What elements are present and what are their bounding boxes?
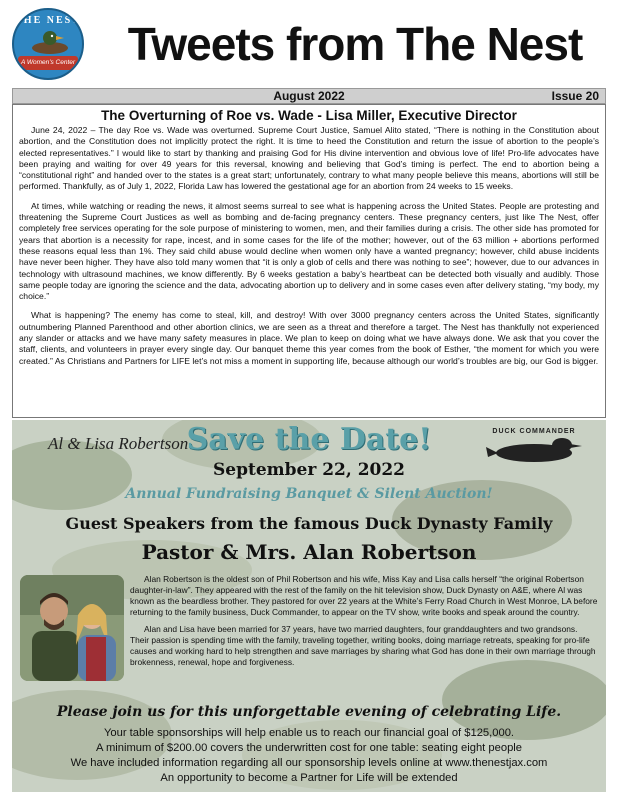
detail-line: We have included information regarding all our sponsorship levels online at www.thenestjax.com [70,757,548,769]
issue-date: August 2022 [273,89,345,103]
robertson-signature: Al & Lisa Robertson [48,434,189,453]
bird-icon [28,26,72,56]
article-headline: The Overturning of Roe vs. Wade - Lisa Miller, Executive Director [101,108,517,123]
detail-line: An opportunity to become a Partner for Life will be extended [160,772,458,784]
logo-band-text: A Women's Center [18,56,78,70]
banquet-date: September 22, 2022 [212,460,406,480]
detail-line: A minimum of $200.00 covers the underwritten cost for one table: seating eight people [96,742,522,754]
article-paragraph: At times, while watching or reading the news, it almost seems surreal to see what is happening across the United States. People are protesting and threatening the Supreme Court Justices as well as bombing and de-facing pregnancy centers. These pregnancy centers, just like The Nest, offer completely free services operating for the sole purpose of ministering to women, men, and their families during a crisis. The other side has promoted for years that abortion is a necessity for rape, incest, and in some cases for the life of the mother; however, out of the 63 million + abortions performed these reasons equal less than 1%. They said child abuse would decline when women only have a wanted pregnancy; however, child abuse incidents have never been higher. They have also told many women that “it is only a glob of cells and there was nothing to see”; however, due to our advances in technology with ultrasound machines, we know differently. By 6 weeks gestation a baby’s heartbeat can be detected both visually and audibly. Those same people today are ignoring the science and the data, advocating abortion up to delivery and in some cases even after delivery stating, “my body, my choice.” [19,200,599,302]
nest-logo [12,8,84,80]
bio-paragraph: Alan Robertson is the oldest son of Phil Robertson and his wife, Miss Kay and Lisa calls herself “the original Robertson daughter-in-law”. They appeared with the rest of the family on the hit television show, Duck Dynasty on A&E, where Al was known as the beardless brother. They pastored for over 22 years at the White’s Ferry Road Church in West Monroe, LA before returning to the family business, Duck Commander, to appear on the TV show, write books and speak around the country. [130,574,598,617]
detail-line: Your table sponsorships will help enable us to reach our financial goal of $125,000. [103,727,515,739]
duck-logo-text: DUCK COMMANDER [492,428,576,435]
save-the-date-heading: Save the Date! [186,422,432,457]
newsletter-title: Tweets from The Nest [127,18,583,70]
speakers-name: Pastor & Mrs. Alan Robertson [141,540,477,564]
sponsorship-details [12,726,606,786]
banquet-section [12,420,606,792]
speakers-bio [130,574,598,674]
logo-top-text: THE NEST [15,15,81,26]
join-us-line: Please join us for this unforgettable evening of celebrating Life. [56,704,562,720]
issue-bar [12,88,606,104]
article [12,104,606,418]
speakers-photo [20,575,124,681]
issue-number: Issue 20 [551,89,599,103]
bio-paragraph: Alan and Lisa have been married for 37 years, have two married daughters, four granddaughters and two grandsons. Their passion is spending time with the family, traveling together, writing books, doing marriage retreats, speaking for pro-life causes and working hard to help strengthen and save marriages by sharing what God has done in their own marriage through brokenness, renewal, hope and forgiveness. [130,624,596,667]
article-paragraph: What is happening? The enemy has come to steal, kill, and destroy! With over 3000 pregnancy centers across the United States, significantly outnumbering Planned Parenthood and other abortion clinics, we are seen as a threat and therefore a target. The Nest has thankfully not experienced any slander or attacks and we have many safety measures in place. We plan to keep on doing what we have always done. We ask that you cover the staff, clients, and volunteers in prayer every single day. Our banquet theme this year comes from the book of Esther, “the moment for which you were created.” As Christians and Partners for LIFE let’s not miss a moment in supporting life, because although our world’s troubles are big, our God is bigger. [19,310,599,366]
event-name: Annual Fundraising Banquet & Silent Auction! [125,486,493,502]
guest-speakers-line: Guest Speakers from the famous Duck Dynasty Family [65,514,553,533]
article-paragraph: June 24, 2022 – The day Roe vs. Wade was overturned. Supreme Court Justice, Samuel Alito stated, “There is nothing in the Constitution about abortion, and the Constitution does not implicitly protect the right. It is time to heed the Constitution and return the issue of abortion to the people’s elected representatives.” I would like to start by thanking and praising God for His divine intervention and obvious love of life! Pro-life advocates have been praying and waiting for over 49 years for this reversal, knowing and believing that God’s timing is perfect. The end to abortion being a “constitutional right” and handed over to the states is a great start; unfortunately, contrary to what many people believe this means, abortions will still be performed. Thankfully, as of July 1, 2022, Florida Law has lowered the gestational age for an abortion from 24 weeks to 15 weeks. [19,125,599,192]
